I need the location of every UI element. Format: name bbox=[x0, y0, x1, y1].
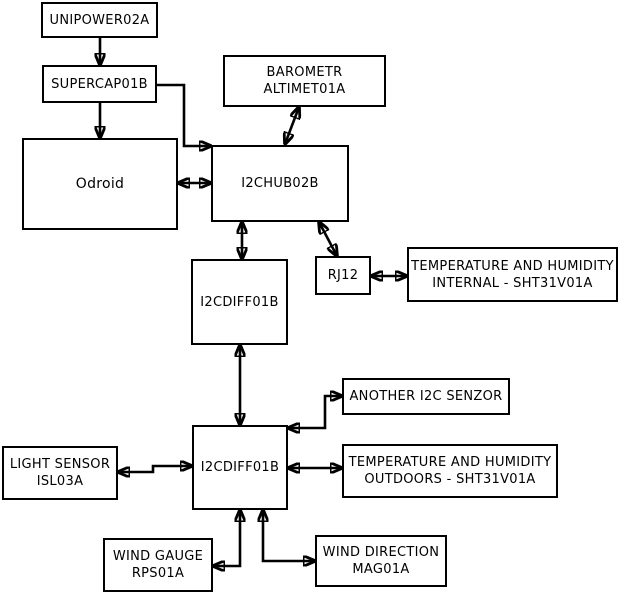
node-i2cdiff01b-upper bbox=[191, 259, 288, 345]
edge-supercap-to-i2chub bbox=[157, 85, 211, 146]
node-label: I2CHUB02B bbox=[241, 176, 319, 191]
node-i2chub02b bbox=[211, 145, 349, 222]
node-odroid bbox=[22, 138, 178, 230]
node-label: ANOTHER I2C SENZOR bbox=[349, 389, 503, 404]
node-wind-direction-mag01a bbox=[315, 535, 447, 587]
node-wind-gauge-rps01a bbox=[103, 538, 213, 592]
node-supercap01b bbox=[42, 65, 157, 103]
node-label-line2: ISL03A bbox=[36, 474, 84, 489]
node-label: RJ12 bbox=[327, 268, 359, 283]
node-label-line1: WIND DIRECTION bbox=[322, 545, 440, 560]
node-label-line1: BAROMETR bbox=[266, 65, 343, 80]
node-label-line2: ALTIMET01A bbox=[263, 82, 346, 97]
node-label-line1: TEMPERATURE AND HUMIDITY bbox=[348, 455, 552, 470]
edge-i2cdiff-bottom-another-sensor bbox=[288, 396, 342, 428]
node-label-line1: TEMPERATURE AND HUMIDITY bbox=[411, 258, 614, 274]
node-barometr-altimet01a bbox=[223, 55, 386, 107]
edge-light-sensor-i2cdiff-bottom bbox=[118, 466, 192, 472]
node-label-line2: INTERNAL - SHT31V01A bbox=[432, 275, 593, 291]
node-label: UNIPOWER02A bbox=[49, 12, 150, 28]
node-light-sensor-isl03a bbox=[2, 446, 118, 500]
node-i2cdiff01b-lower bbox=[192, 425, 288, 510]
node-temp-humidity-internal-sht31v01a bbox=[407, 247, 618, 302]
edge-wind-gauge-i2cdiff-bottom bbox=[213, 510, 240, 566]
edge-i2chub-rj12 bbox=[319, 222, 337, 256]
node-label-line2: MAG01A bbox=[352, 562, 410, 577]
node-label-line1: LIGHT SENSOR bbox=[9, 457, 111, 472]
node-label: SUPERCAP01B bbox=[51, 76, 148, 92]
node-temp-humidity-outdoors-sht31v01a bbox=[342, 444, 558, 498]
edge-barometr-i2chub bbox=[285, 107, 299, 144]
edge-wind-direction-i2cdiff-bottom bbox=[263, 510, 315, 561]
node-another-i2c-senzor bbox=[342, 378, 510, 415]
node-rj12 bbox=[315, 256, 371, 295]
node-label-line2: OUTDOORS - SHT31V01A bbox=[364, 472, 536, 487]
node-unipower02a bbox=[41, 2, 158, 38]
node-label: Odroid bbox=[75, 175, 125, 192]
node-label: I2CDIFF01B bbox=[200, 294, 279, 310]
node-label-line2: RPS01A bbox=[131, 566, 185, 581]
node-label: I2CDIFF01B bbox=[200, 460, 280, 475]
node-label-line1: WIND GAUGE bbox=[112, 549, 204, 564]
